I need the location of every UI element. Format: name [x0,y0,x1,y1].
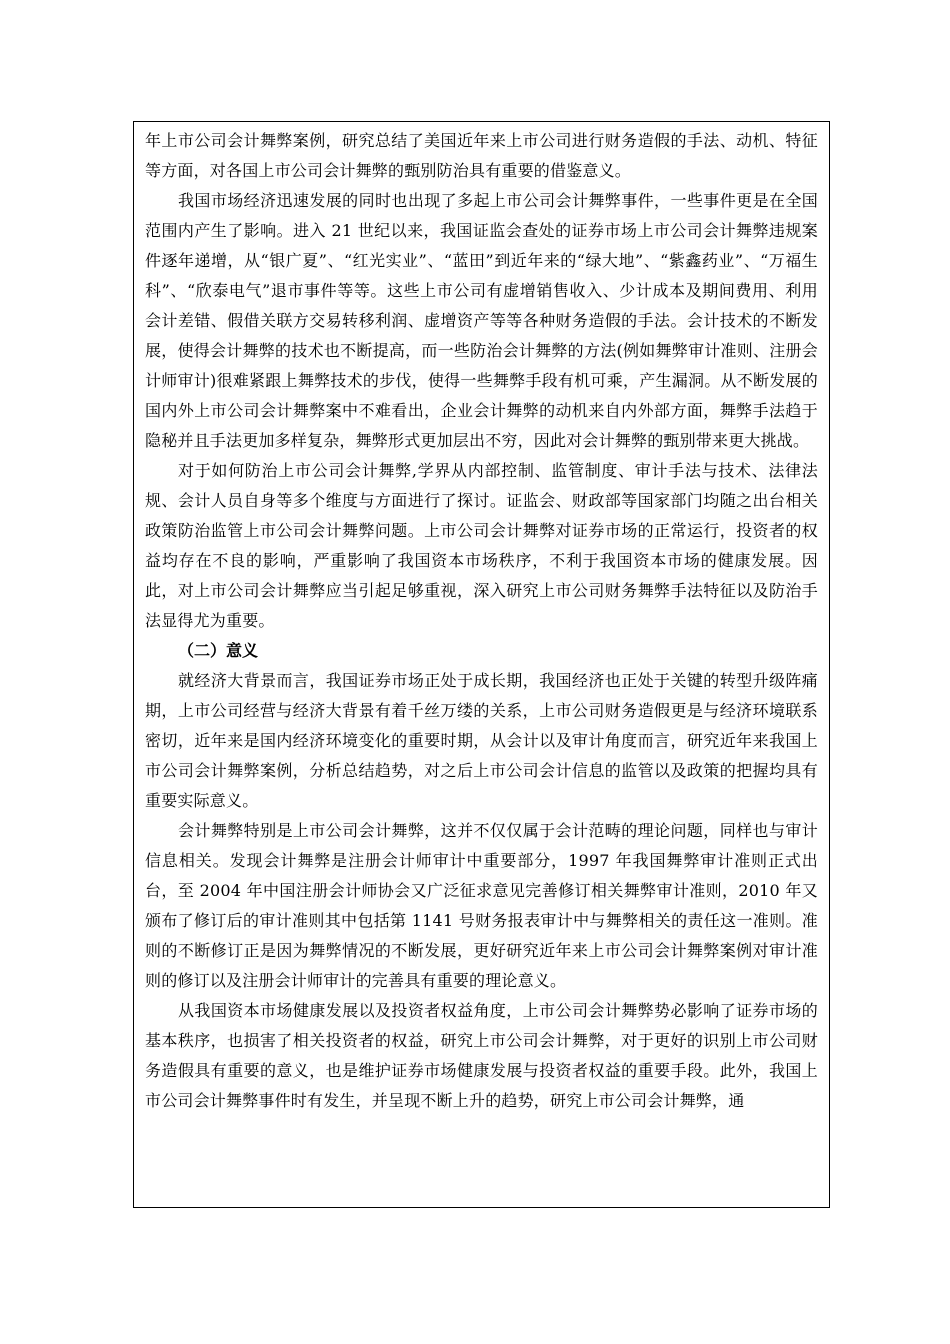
paragraph-prevention: 对于如何防治上市公司会计舞弊,学界从内部控制、监管制度、审计手法与技术、法律法规、会计人员自身等多个维度与方面进行了探讨。证监会、财政部等国家部门均随之出台相关政策防治监管上市公司会计舞弊问题。上市公司会计舞弊对证券市场的正常运行，投资者的权益均存在不良的影响，严重影响了我国资本市场秩序，不利于我国资本市场的健康发展。因此，对上市公司会计舞弊应当引起足够重视，深入研究上市公司财务舞弊手法特征以及防治手法显得尤为重要。 [145,461,818,630]
document-frame [133,121,830,1208]
paragraph-continuation: 年上市公司会计舞弊案例，研究总结了美国近年来上市公司进行财务造假的手法、动机、特征等方面，对各国上市公司会计舞弊的甄别防治具有重要的借鉴意义。 [145,131,818,180]
paragraph-investor-rights: 从我国资本市场健康发展以及投资者权益角度，上市公司会计舞弊势必影响了证券市场的基本秩序，也损害了相关投资者的权益，研究上市公司会计舞弊，对于更好的识别上市公司财务造假具有重要的意义，也是维护证券市场健康发展与投资者权益的重要手段。此外，我国上市公司会计舞弊事件时有发生，并呈现不断上升的趋势，研究上市公司会计舞弊，通 [145,1001,818,1110]
paragraph-audit-standards: 会计舞弊特别是上市公司会计舞弊，这并不仅仅属于会计范畴的理论问题，同样也与审计信息相关。发现会计舞弊是注册会计师审计中重要部分，1997 年我国舞弊审计准则正式出台，至 2004 年中国注册会计师协会又广泛征求意见完善修订相关舞弊审计准则，2010 年又颁布了修订后的审计准则其中包括第 1141 号财务报表审计中与舞弊相关的责任这一准则。准则的不断修订正是因为舞弊情况的不断发展，更好研究近年来上市公司会计舞弊案例对审计准则的修订以及注册会计师审计的完善具有重要的理论意义。 [145,821,818,990]
paragraph-background: 我国市场经济迅速发展的同时也出现了多起上市公司会计舞弊事件，一些事件更是在全国范围内产生了影响。进入 21 世纪以来，我国证监会查处的证券市场上市公司会计舞弊违规案件逐年递增，从“银广夏”、“红光实业”、“蓝田”到近年来的“绿大地”、“紫鑫药业”、“万福生科”、“欣泰电气”退市事件等等。这些上市公司有虚增销售收入、少计成本及期间费用、利用会计差错、假借关联方交易转移利润、虚增资产等等各种财务造假的手法。会计技术的不断发展，使得会计舞弊的技术也不断提高，而一些防治会计舞弊的方法(例如舞弊审计准则、注册会计师审计)很难紧跟上舞弊技术的步伐，使得一些舞弊手段有机可乘，产生漏洞。从不断发展的国内外上市公司会计舞弊案中不难看出，企业会计舞弊的动机来自内外部方面，舞弊手法趋于隐秘并且手法更加多样复杂，舞弊形式更加层出不穷，因此对会计舞弊的甄别带来更大挑战。 [145,191,818,450]
paragraph-economic-context: 就经济大背景而言，我国证券市场正处于成长期，我国经济也正处于关键的转型升级阵痛期，上市公司经营与经济大背景有着千丝万缕的关系，上市公司财务造假更是与经济环境联系密切，近年来是国内经济环境变化的重要时期，从会计以及审计角度而言，研究近年来我国上市公司会计舞弊案例，分析总结趋势，对之后上市公司会计信息的监管以及政策的把握均具有重要实际意义。 [145,671,818,810]
section-heading: （二）意义 [178,641,259,660]
